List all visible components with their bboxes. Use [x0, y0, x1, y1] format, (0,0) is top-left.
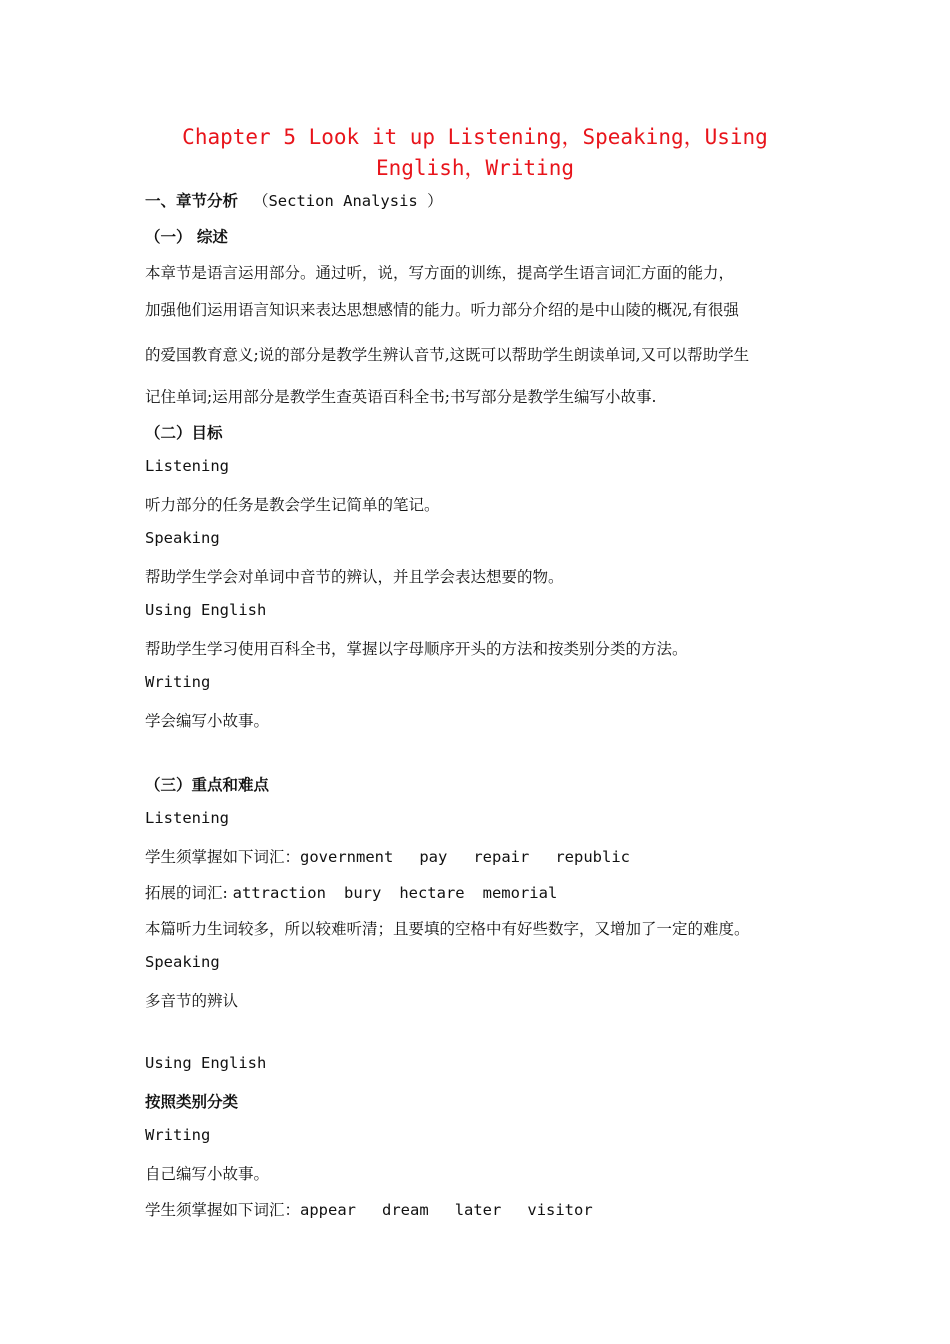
vocab-word: republic	[555, 848, 630, 866]
vocab-word: appear	[300, 1201, 357, 1219]
speaking-text: 多音节的辨认	[145, 992, 239, 1010]
key-label-speaking: Speaking	[145, 953, 220, 971]
vocab-word: bury	[343, 884, 382, 902]
writing-vocab-prefix: 学生须掌握如下词汇：	[145, 1201, 301, 1219]
vocab-word: memorial	[482, 884, 558, 902]
subsection-summary-heading: （一） 综述	[145, 227, 228, 246]
using-english-text: 按照类别分类	[145, 1092, 239, 1111]
vocab-word: government	[300, 848, 394, 866]
vocab-word: later	[454, 1201, 502, 1219]
section-heading-en: （Section Analysis ）	[252, 192, 443, 210]
vocab-word: visitor	[527, 1201, 593, 1219]
key-label-listening: Listening	[145, 809, 229, 827]
key-label-writing: Writing	[145, 1126, 211, 1144]
goal-text-speaking: 帮助学生学会对单词中音节的辨认，并且学会表达想要的物。	[145, 568, 564, 586]
writing-vocab-line	[145, 1198, 593, 1220]
listening-note: 本篇听力生词较多，所以较难听清；且要填的空格中有好些数字，又增加了一定的难度。	[145, 920, 750, 938]
summary-line-3: 的爱国教育意义;说的部分是教学生辨认音节,这既可以帮助学生朗读单词,又可以帮助学生	[145, 346, 750, 364]
writing-text: 自己编写小故事。	[145, 1165, 270, 1183]
key-label-using-english: Using English	[145, 1054, 267, 1072]
vocab-word: repair	[473, 848, 530, 866]
summary-line-4: 记住单词;运用部分是教学生查英语百科全书;书写部分是教学生编写小故事.	[145, 388, 657, 406]
goal-text-listening: 听力部分的任务是教会学生记简单的笔记。	[145, 496, 440, 514]
goal-label-using-english: Using English	[145, 601, 267, 619]
vocab-word: dream	[382, 1201, 429, 1219]
summary-line-1: 本章节是语言运用部分。通过听，说，写方面的训练，提高学生语言词汇方面的能力，	[145, 264, 735, 282]
goal-label-speaking: Speaking	[145, 529, 220, 547]
listening-vocab-line	[145, 845, 630, 867]
vocab-word: pay	[419, 848, 448, 866]
vocab-word: attraction	[232, 884, 326, 902]
listening-ext-prefix: 拓展的词汇:	[145, 884, 233, 902]
section-heading	[145, 189, 443, 211]
goal-text-writing: 学会编写小故事。	[145, 712, 270, 730]
subsection-goals-heading: （二）目标	[145, 423, 223, 442]
goal-text-using-english: 帮助学生学习使用百科全书，掌握以字母顺序开头的方法和按类别分类的方法。	[145, 640, 688, 658]
document-title-line-1: Chapter 5 Look it up Listening，Speaking，Using	[182, 125, 768, 149]
document-title-line-2: English，Writing	[375, 156, 574, 180]
listening-extended-vocab-line	[145, 881, 557, 903]
subsection-key-points-heading: （三）重点和难点	[145, 775, 270, 794]
goal-label-writing: Writing	[145, 673, 211, 691]
section-heading-cn: 一、章节分析	[145, 191, 239, 210]
goal-label-listening: Listening	[145, 457, 229, 475]
listening-vocab-prefix: 学生须掌握如下词汇：	[145, 848, 301, 866]
vocab-word: hectare	[399, 884, 465, 902]
summary-line-2: 加强他们运用语言知识来表达思想感情的能力。听力部分介绍的是中山陵的概况,有很强	[145, 301, 739, 319]
